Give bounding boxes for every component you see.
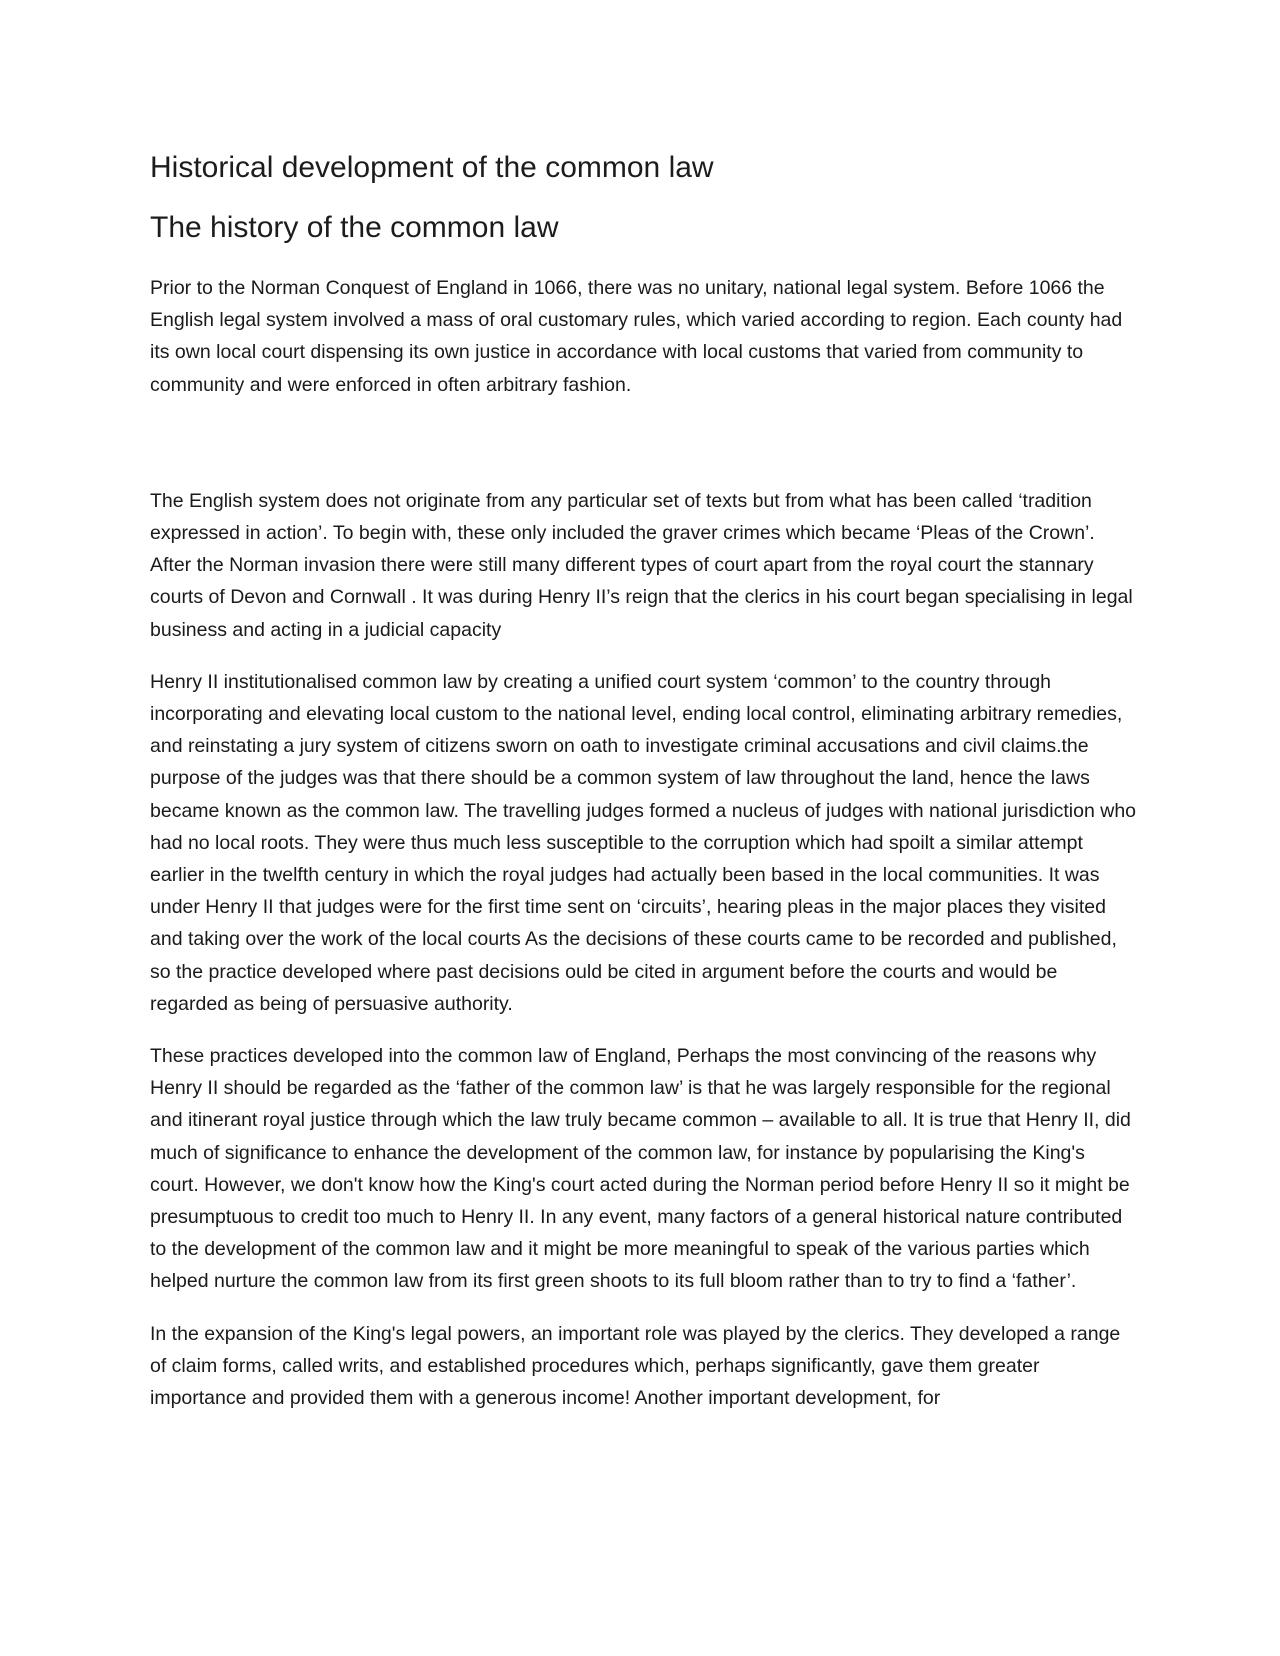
paragraph-4: These practices developed into the common law of England, Perhaps the most convincing of the reasons why Henry II should be regarded as the ‘father of the common law’ is that he was largely responsible for the regional and itinerant royal justice through which the law truly became common – available to all. It is true that Henry II, did much of significance to enhance the development of the common law, for instance by popularising the King's court. However, we don't know how the King's court acted during the Norman period before Henry II so it might be presumptuous to credit too much to Henry II. In any event, many factors of a general historical nature contributed to the development of the common law and it might be more meaningful to speak of the various parties which helped nurture the common law from its first green shoots to its full bloom rather than to try to find a ‘father’. bbox=[150, 1045, 1131, 1293]
paragraph-1: Prior to the Norman Conquest of England in 1066, there was no unitary, national legal system. Before 1066 the English legal system involved a mass of oral customary rules, which varied according to region. Each county had its own local court dispensing its own justice in accordance with local customs that varied from community to community and were enforced in often arbitrary fashion. bbox=[150, 277, 1123, 396]
document-title: Historical development of the common law bbox=[150, 151, 714, 184]
paragraph-2: The English system does not originate from any particular set of texts but from what has been called ‘tradition expressed in action’. To begin with, these only included the graver crimes which became ‘Pleas of the Crown’. After the Norman invasion there were still many different types of court apart from the royal court the stannary courts of Devon and Cornwall . It was during Henry II’s reign that the clerics in his court began specialising in legal business and acting in a judicial capacity bbox=[150, 489, 1133, 641]
document-subtitle: The history of the common law bbox=[150, 211, 559, 244]
paragraph-5: In the expansion of the King's legal powers, an important role was played by the clerics. They developed a range of claim forms, called writs, and established procedures which, perhaps significantly, gave them greater importance and provided them with a generous income! Another important development, for bbox=[150, 1322, 1121, 1410]
document-page bbox=[150, 150, 1138, 1434]
paragraph-3: Henry II institutionalised common law by creating a unified court system ‘common’ to the country through incorporating and elevating local custom to the national level, ending local control, eliminating arbitrary remedies, and reinstating a jury system of citizens sworn on oath to investigate criminal accusations and civil claims.the purpose of the judges was that there should be a common system of law throughout the land, hence the laws became known as the common law. The travelling judges formed a nucleus of judges with national jurisdiction who had no local roots. They were thus much less susceptible to the corruption which had spoilt a similar attempt earlier in the twelfth century in which the royal judges had actually been based in the local communities. It was under Henry II that judges were for the first time sent on ‘circuits’, hearing pleas in the major places they visited and taking over the work of the local courts As the decisions of these courts came to be recorded and published, so the practice developed where past decisions ould be cited in argument before the courts and would be regarded as being of persuasive authority. bbox=[150, 670, 1137, 1015]
